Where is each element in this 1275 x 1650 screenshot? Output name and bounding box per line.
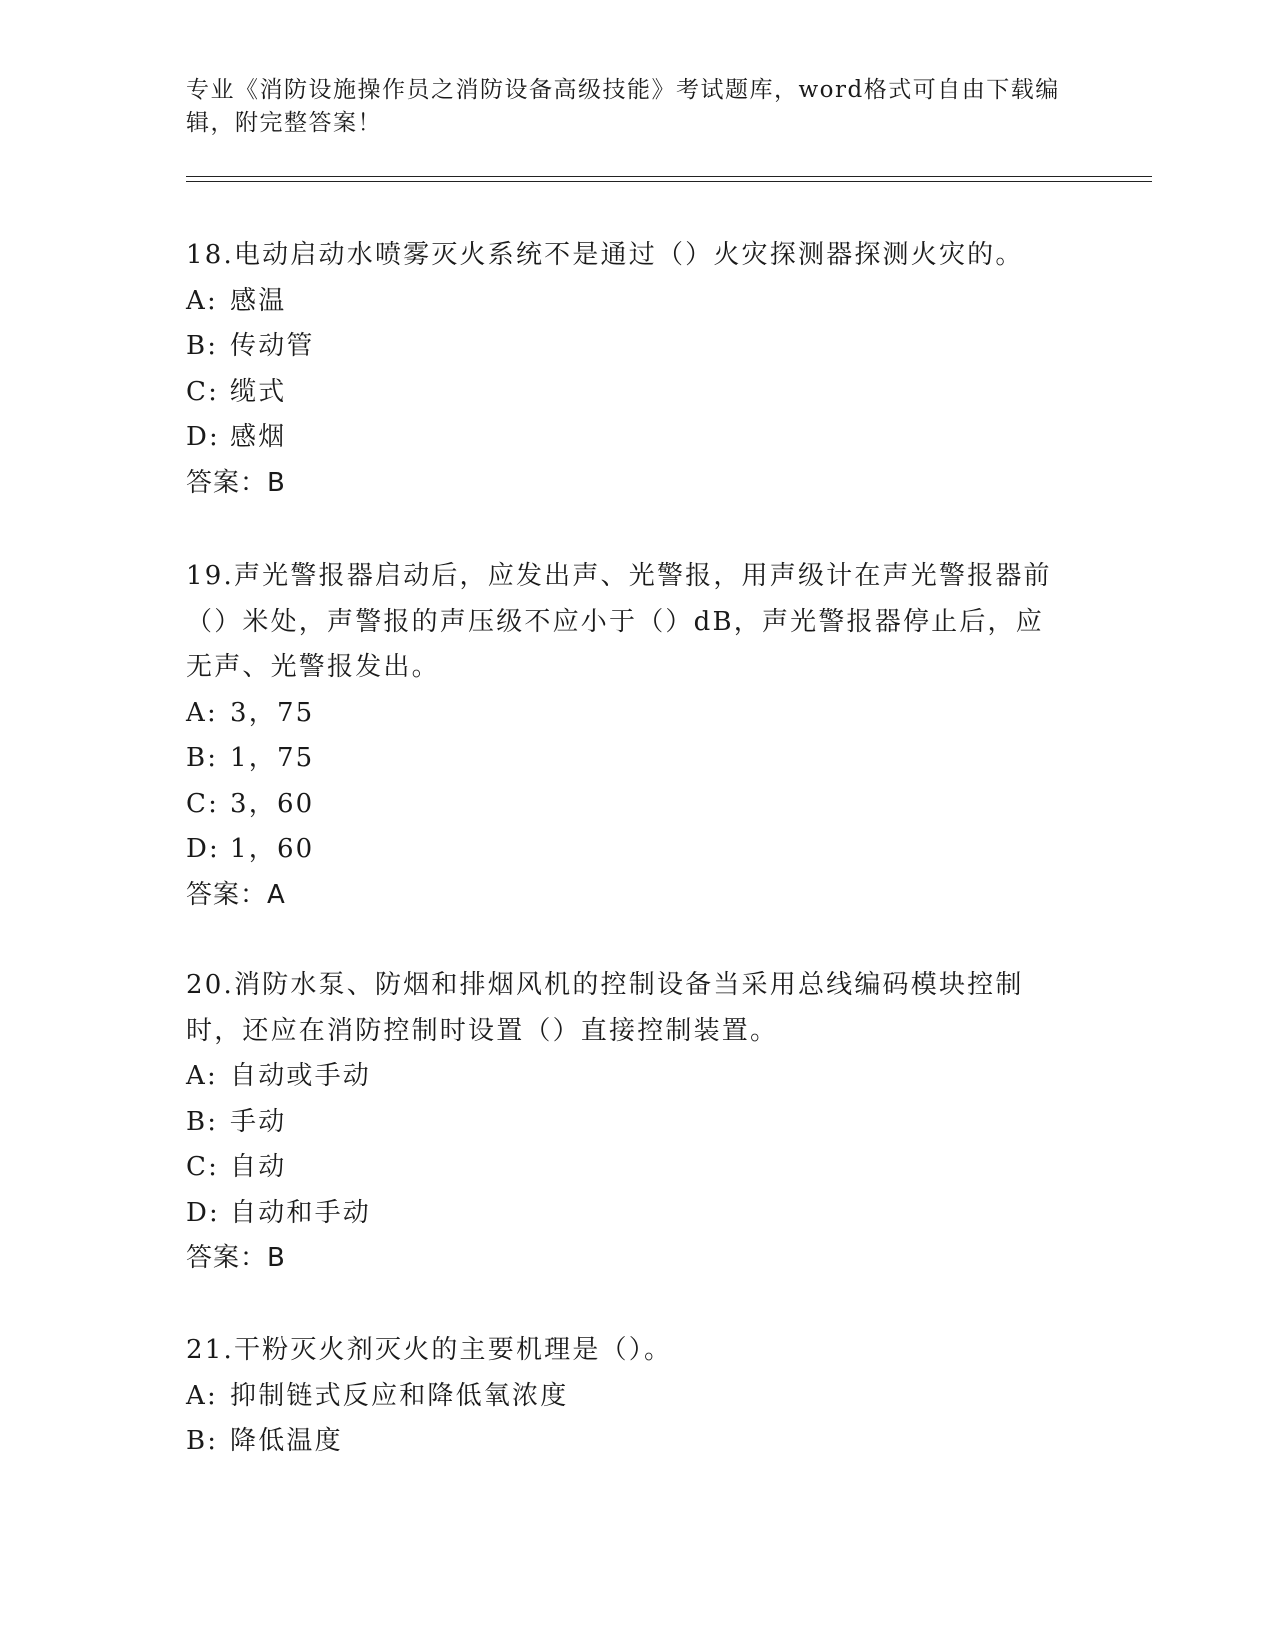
option-text: 1，60 xyxy=(230,834,315,864)
question-stem: 21.干粉灭火剂灭火的主要机理是（）。 xyxy=(186,1335,673,1365)
option-text: 传动管 xyxy=(230,331,315,361)
option-letter: D: xyxy=(186,834,221,864)
option-d xyxy=(186,415,1086,461)
option-letter: C: xyxy=(186,788,220,819)
option-letter: B: xyxy=(186,1106,219,1137)
option-letter: C: xyxy=(186,376,220,407)
option-letter: C: xyxy=(186,1152,220,1182)
header-divider-top xyxy=(186,176,1152,177)
header-divider-bottom xyxy=(186,181,1152,182)
option-text: 3，60 xyxy=(230,788,315,819)
option-text: 1，75 xyxy=(230,743,315,773)
option-c xyxy=(186,1145,1086,1191)
answer-label: 答案：B xyxy=(186,1243,286,1273)
option-b xyxy=(186,1419,1086,1465)
question-19 xyxy=(186,554,1086,918)
option-c xyxy=(186,782,1086,828)
option-text: 自动 xyxy=(230,1152,287,1182)
option-text: 抑制链式反应和降低氧浓度 xyxy=(230,1380,569,1411)
question-21 xyxy=(186,1328,1086,1465)
option-b xyxy=(186,736,1086,782)
option-text: 手动 xyxy=(230,1106,287,1137)
option-a xyxy=(186,279,1086,325)
option-text: 感温 xyxy=(230,285,287,316)
option-text: 缆式 xyxy=(230,376,287,407)
option-text: 降低温度 xyxy=(230,1426,343,1456)
option-letter: D: xyxy=(186,422,221,452)
option-text: 3，75 xyxy=(230,697,315,728)
option-letter: B: xyxy=(186,1426,219,1456)
option-b xyxy=(186,324,1086,370)
option-b xyxy=(186,1100,1086,1146)
header-text: 专业《消防设施操作员之消防设备高级技能》考试题库，word格式可自由下载编辑，附完整答案！ xyxy=(186,77,1060,136)
option-d xyxy=(186,1191,1086,1237)
option-letter: A: xyxy=(186,1380,218,1411)
option-letter: A: xyxy=(186,1061,218,1091)
option-letter: D: xyxy=(186,1197,221,1228)
option-a xyxy=(186,1374,1086,1420)
option-a xyxy=(186,1054,1086,1100)
question-18 xyxy=(186,233,1086,506)
answer-label: 答案：A xyxy=(186,879,286,910)
option-c xyxy=(186,370,1086,416)
option-text: 感烟 xyxy=(230,422,287,452)
option-text: 自动或手动 xyxy=(230,1061,372,1091)
question-stem: 19.声光警报器启动后，应发出声、光警报，用声级计在声光警报器前（）米处，声警报的声压级不应小于（）dB，声光警报器停止后，应无声、光警报发出。 xyxy=(186,561,1052,682)
option-text: 自动和手动 xyxy=(230,1197,372,1228)
question-stem: 20.消防水泵、防烟和排烟风机的控制设备当采用总线编码模块控制时，还应在消防控制时设置（）直接控制装置。 xyxy=(186,970,1024,1046)
question-20 xyxy=(186,963,1086,1282)
option-letter: B: xyxy=(186,331,219,361)
question-stem: 18.电动启动水喷雾灭火系统不是通过（）火灾探测器探测火灾的。 xyxy=(186,240,1024,270)
option-letter: B: xyxy=(186,743,219,773)
option-letter: A: xyxy=(186,697,218,728)
option-d xyxy=(186,827,1086,873)
answer-label: 答案：B xyxy=(186,467,286,498)
option-a xyxy=(186,691,1086,737)
option-letter: A: xyxy=(186,285,218,316)
